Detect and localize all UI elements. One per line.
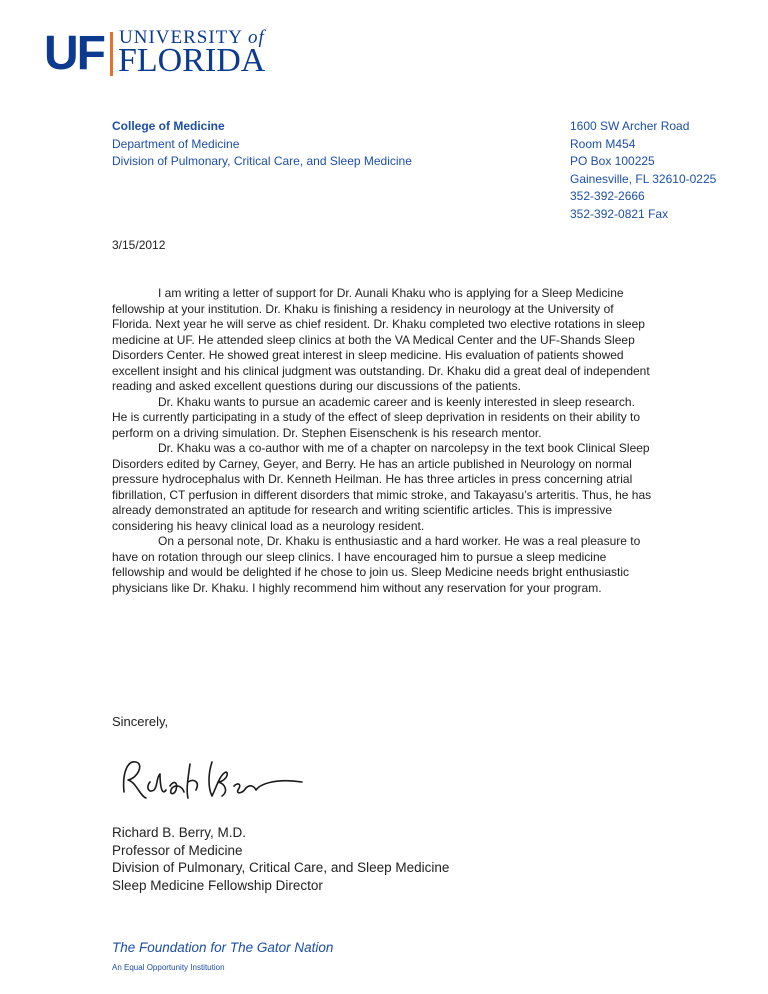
address-phone: 352-392-2666 bbox=[570, 189, 645, 203]
logo-university-text: UNIVERSITY of bbox=[119, 27, 265, 48]
letter-body bbox=[112, 286, 652, 596]
logo-florida-text: FLORIDA bbox=[118, 42, 266, 79]
college-name: College of Medicine bbox=[112, 119, 225, 133]
department-name: Department of Medicine bbox=[112, 136, 240, 151]
paragraph-4: On a personal note, Dr. Khaku is enthusiastic and a hard worker. He was a real pleasure to have on rotation through our sleep clinics. I have encouraged him to pursue a sleep medicine fellowship and would be delighted if he chose to join us. Sleep Medicine needs bright enthusiastic physicians like Dr. Khaku. I highly recommend him without any reservation for your program. bbox=[112, 534, 641, 595]
address-room: Room M454 bbox=[570, 136, 636, 151]
paragraph-1: I am writing a letter of support for Dr. Aunali Khaku who is applying for a Sleep Medicine fellowship at your institution. Dr. Khaku is finishing a residency in neurology at the University of Florida. Next year he will serve as chief resident. Dr. Khaku completed two elective rotations in sleep medicine at UF. He attended sleep clinics at both the VA Medical Center and the UF-Shands Sleep Disorders Center. He showed great interest in sleep medicine. His evaluation of patients showed excellent insight and his clinical judgment was outstanding. Dr. Khaku did a great deal of independent reading and asked excellent questions during our discussions of the patients. bbox=[112, 286, 650, 393]
department-header bbox=[112, 118, 412, 171]
address-block bbox=[570, 118, 716, 223]
signature-block bbox=[112, 824, 449, 894]
signer-division: Division of Pulmonary, Critical Care, and Sleep Medicine bbox=[112, 860, 450, 875]
letter-date: 3/15/2012 bbox=[112, 238, 166, 252]
footer-tagline: The Foundation for The Gator Nation bbox=[112, 940, 334, 955]
paragraph-3: Dr. Khaku was a co-author with me of a chapter on narcolepsy in the text book Clinical Sleep Disorders edited by Carney, Geyer, and Berry. He has an article published in Neurology on normal pressure hydrocephalus with Dr. Kenneth Heilman. He has three articles in press concerning atrial fibrillation, CT perfusion in different disorders that mimic stroke, and Takayasu’s arteritis. Thus, he has already demonstrated an aptitude for research and writing scientific articles. This is impressive considering his heavy clinical load as a neurology resident. bbox=[112, 441, 652, 533]
signer-title: Professor of Medicine bbox=[112, 842, 243, 858]
paragraph-2: Dr. Khaku wants to pursue an academic career and is keenly interested in sleep research. He is currently participating in a study of the effect of sleep deprivation in residents on their ability to perform on a driving simulation. Dr. Stephen Eisenschenk is his research mentor. bbox=[112, 394, 641, 440]
handwritten-signature bbox=[116, 752, 316, 812]
logo-divider bbox=[110, 32, 113, 76]
address-street: 1600 SW Archer Road bbox=[570, 119, 690, 133]
closing: Sincerely, bbox=[112, 714, 169, 729]
address-city: Gainesville, FL 32610-0225 bbox=[570, 171, 717, 186]
address-fax: 352-392-0821 Fax bbox=[570, 206, 669, 221]
address-pobox: PO Box 100225 bbox=[570, 154, 655, 168]
division-name: Division of Pulmonary, Critical Care, and Sleep Medicine bbox=[112, 154, 412, 168]
footer-eeo: An Equal Opportunity Institution bbox=[112, 963, 225, 972]
signer-name: Richard B. Berry, M.D. bbox=[112, 825, 247, 840]
logo-uf-mark: UF bbox=[44, 27, 104, 80]
signer-role: Sleep Medicine Fellowship Director bbox=[112, 877, 323, 893]
